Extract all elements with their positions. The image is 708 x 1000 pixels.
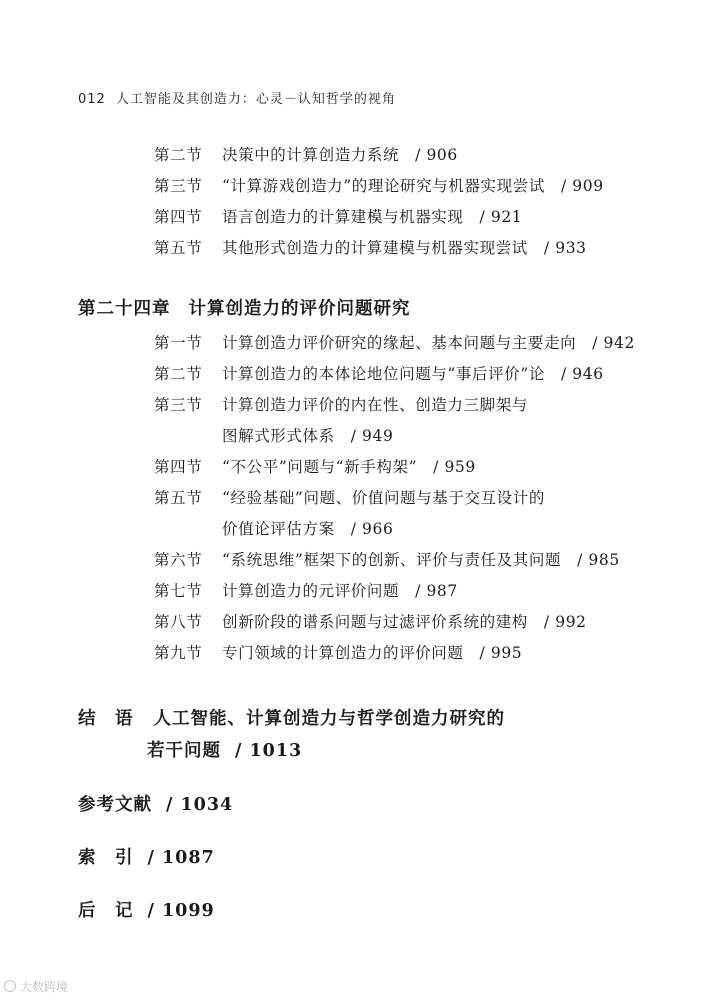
chapter-heading: [78, 295, 411, 320]
section-title: “不公平”问题与“新手构架”: [222, 458, 418, 476]
toc-entry-continuation: [222, 424, 393, 446]
section-page: / 985: [577, 551, 620, 569]
index-label: 索 引: [78, 848, 134, 868]
conclusion-title-cont: 若干问题: [147, 741, 221, 761]
section-label: 第二节: [154, 365, 203, 383]
section-title: 专门领域的计算创造力的评价问题: [222, 644, 464, 662]
toc-entry: [154, 236, 587, 258]
section-page: / 992: [543, 613, 587, 631]
conclusion-label: 结 语: [78, 709, 134, 729]
section-page: / 942: [592, 334, 635, 352]
toc-entry: [154, 331, 635, 353]
section-title: 计算创造力评价研究的缘起、基本问题与主要走向: [222, 334, 577, 352]
section-page: / 946: [560, 365, 604, 383]
section-title: 计算创造力的元评价问题: [222, 582, 400, 600]
chapter-title: 计算创造力的评价问题研究: [188, 299, 411, 319]
section-title: 计算创造力评价的内在性、创造力三脚架与: [222, 396, 528, 414]
references-label: 参考文献: [78, 795, 152, 815]
section-label: 第三节: [154, 396, 203, 414]
toc-entry: [154, 486, 545, 508]
section-page: / 966: [350, 520, 394, 538]
section-title: “经验基础”问题、价值问题与基于交互设计的: [222, 489, 545, 507]
toc-entry: [154, 579, 458, 601]
section-title: 计算创造力的本体论地位问题与“事后评价”论: [222, 365, 545, 383]
toc-entry: [154, 641, 522, 663]
section-label: 第一节: [154, 334, 203, 352]
section-label: 第四节: [154, 458, 203, 476]
section-title: 创新阶段的谱系问题与过滤评价系统的建构: [222, 613, 528, 631]
section-label: 第九节: [154, 644, 203, 662]
section-title-cont: 价值论评估方案: [222, 520, 335, 538]
index-page: / 1087: [147, 848, 215, 868]
toc-entry: [154, 393, 528, 415]
section-title-cont: 图解式形式体系: [222, 427, 335, 445]
section-page: / 921: [479, 208, 523, 226]
references-heading: [78, 791, 233, 816]
toc-entry: [154, 174, 604, 196]
toc-entry: [154, 362, 604, 384]
section-page: / 949: [350, 427, 394, 445]
section-title: 语言创造力的计算建模与机器实现: [222, 208, 464, 226]
section-label: 第六节: [154, 551, 203, 569]
toc-entry-continuation: [222, 517, 393, 539]
section-title: “计算游戏创造力”的理论研究与机器实现尝试: [222, 177, 545, 195]
section-label: 第三节: [154, 177, 203, 195]
section-page: / 906: [415, 146, 458, 164]
conclusion-heading-continuation: [147, 737, 302, 762]
toc-entry: [154, 143, 458, 165]
watermark-text: 大数跨境: [20, 980, 69, 994]
chapter-label: 第二十四章: [78, 299, 171, 319]
section-label: 第二节: [154, 146, 203, 164]
afterword-page: / 1099: [147, 901, 215, 921]
section-page: / 959: [433, 458, 476, 476]
section-label: 第五节: [154, 239, 203, 257]
section-label: 第八节: [154, 613, 203, 631]
conclusion-title: 人工智能、计算创造力与哲学创造力研究的: [153, 709, 505, 729]
toc-entry: [154, 548, 620, 570]
conclusion-heading: [78, 705, 505, 730]
section-page: / 933: [543, 239, 587, 257]
section-label: 第四节: [154, 208, 203, 226]
section-page: / 909: [560, 177, 604, 195]
section-title: 决策中的计算创造力系统: [222, 146, 400, 164]
toc-entry: [154, 205, 522, 227]
header-page-number: 012: [78, 92, 106, 107]
index-heading: [78, 844, 215, 869]
header-book-title: 人工智能及其创造力：心灵－认知哲学的视角: [115, 92, 396, 107]
section-title: 其他形式创造力的计算建模与机器实现尝试: [222, 239, 528, 257]
running-header: [78, 88, 396, 107]
conclusion-page: / 1013: [235, 741, 303, 761]
toc-entry: [154, 455, 476, 477]
section-page: / 995: [479, 644, 523, 662]
afterword-heading: [78, 897, 215, 922]
watermark-logo-icon: [4, 980, 16, 992]
section-page: / 987: [415, 582, 458, 600]
toc-entry: [154, 610, 587, 632]
afterword-label: 后 记: [78, 901, 134, 921]
section-title: “系统思维”框架下的创新、评价与责任及其问题: [222, 551, 562, 569]
references-page: / 1034: [166, 795, 234, 815]
watermark: [4, 978, 68, 995]
section-label: 第七节: [154, 582, 203, 600]
section-label: 第五节: [154, 489, 203, 507]
